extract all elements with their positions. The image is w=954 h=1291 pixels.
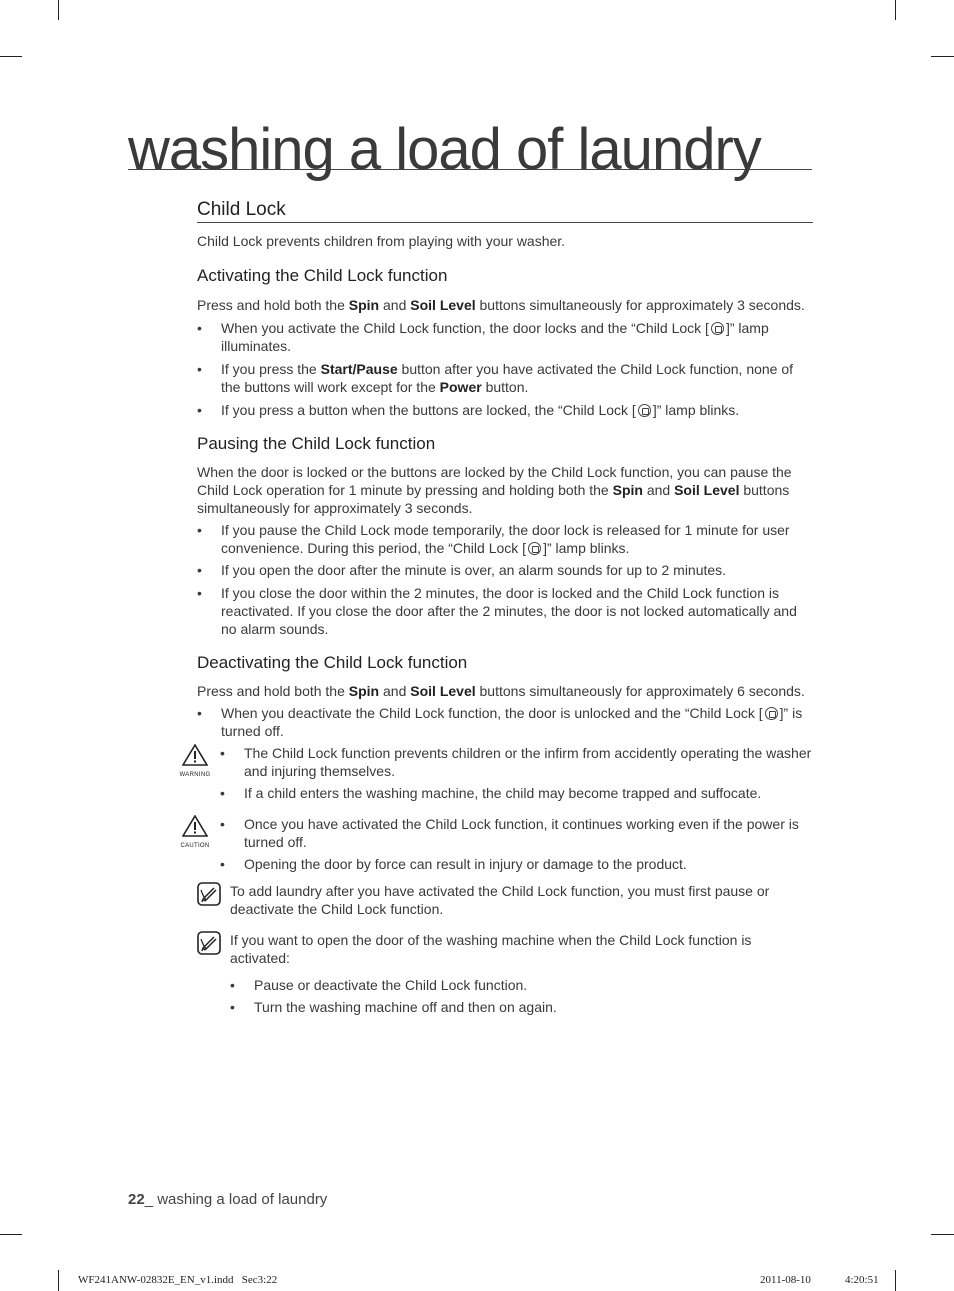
pausing-list (197, 521, 813, 638)
caution-list (220, 815, 813, 873)
list-item: • If a child enters the washing machine, the child may become trapped and suffocate. (220, 784, 813, 802)
print-slug-time: 4:20:51 (845, 1274, 879, 1286)
chapter-title: washing a load of laundry (128, 116, 812, 170)
page-footer (128, 1191, 327, 1208)
list-item: • If you close the door within the 2 minutes, the door is locked and the Child Lock function is reactivated. If you close the door after the 2 minutes, the door is not locked automatically and no alarm sounds. (197, 584, 813, 638)
activating-heading: Activating the Child Lock function (197, 266, 448, 285)
caution-icon (175, 815, 215, 849)
child-lock-icon (765, 707, 778, 720)
crop-mark (895, 0, 896, 20)
list-item: • When you activate the Child Lock function, the door locks and the “Child Lock [ ]” lamp illuminates. (197, 319, 813, 355)
note-list (230, 976, 813, 1016)
main-content (179, 198, 813, 1016)
note-pencil-icon (197, 931, 221, 955)
warning-list (220, 744, 813, 802)
list-item: • Pause or deactivate the Child Lock function. (230, 976, 813, 994)
activating-paragraph: Press and hold both the Spin and Soil Level buttons simultaneously for approximately 3 seconds. (197, 297, 805, 313)
crop-mark (58, 0, 59, 20)
list-item: • If you open the door after the minute is over, an alarm sounds for up to 2 minutes. (197, 561, 813, 579)
list-item: • If you press a button when the buttons are locked, the “Child Lock [ ]” lamp blinks. (197, 401, 813, 419)
intro-text: Child Lock prevents children from playing with your washer. (197, 233, 566, 249)
warning-block (179, 744, 813, 802)
deactivating-heading: Deactivating the Child Lock function (197, 653, 468, 672)
section-title: Child Lock (197, 198, 813, 223)
warning-triangle-icon (182, 744, 208, 766)
print-slug-date: 2011-08-10 (760, 1274, 811, 1286)
page-number: 22 (128, 1191, 145, 1208)
note-text: If you want to open the door of the washing machine when the Child Lock function is activated: (230, 932, 752, 966)
list-item: • When you deactivate the Child Lock function, the door is unlocked and the “Child Lock [ ]” is turned off. (197, 704, 813, 740)
list-item: • The Child Lock function prevents children or the infirm from accidently operating the washer and injuring themselves. (220, 744, 813, 780)
caution-block (180, 815, 813, 873)
note-block (197, 882, 813, 918)
warning-label: WARNING (179, 772, 211, 778)
child-lock-icon (528, 542, 541, 555)
list-item: • Once you have activated the Child Lock function, it continues working even if the power is turned off. (220, 815, 813, 851)
activating-list (197, 319, 813, 419)
warning-icon (175, 744, 215, 778)
crop-mark (0, 1234, 22, 1235)
list-item: • If you press the Start/Pause button after you have activated the Child Lock function, none of the buttons will work except for the Power button. (197, 360, 813, 396)
deactivating-paragraph: Press and hold both the Spin and Soil Level buttons simultaneously for approximately 6 seconds. (197, 683, 805, 699)
child-lock-icon (711, 322, 724, 335)
crop-mark (0, 56, 22, 57)
pausing-paragraph: When the door is locked or the buttons are locked by the Child Lock function, you can pause the Child Lock operation for 1 minute by pressing and holding both the Spin and Soil Level buttons simultaneously for approximately 3 seconds. (197, 464, 792, 516)
child-lock-icon (638, 404, 651, 417)
crop-mark (58, 1270, 59, 1291)
caution-label: CAUTION (180, 843, 210, 849)
crop-mark (931, 56, 954, 57)
page-footer-text: _ washing a load of laundry (144, 1191, 328, 1208)
list-item: • Opening the door by force can result in injury or damage to the product. (220, 855, 813, 873)
crop-mark (895, 1270, 896, 1291)
crop-mark (931, 1234, 954, 1235)
list-item: • If you pause the Child Lock mode temporarily, the door lock is released for 1 minute for user convenience. During this period, the “Child Lock [ ]” lamp blinks. (197, 521, 813, 557)
deactivating-list (197, 704, 813, 740)
note-pencil-icon (197, 882, 221, 906)
list-item: • Turn the washing machine off and then on again. (230, 998, 813, 1016)
print-slug-file: WF241ANW-02832E_EN_v1.indd Sec3:22 (78, 1274, 278, 1286)
pausing-heading: Pausing the Child Lock function (197, 434, 436, 453)
note-block (197, 931, 813, 1016)
note-text: To add laundry after you have activated the Child Lock function, you must first pause or deactivate the Child Lock function. (230, 883, 770, 917)
caution-triangle-icon (182, 815, 208, 837)
